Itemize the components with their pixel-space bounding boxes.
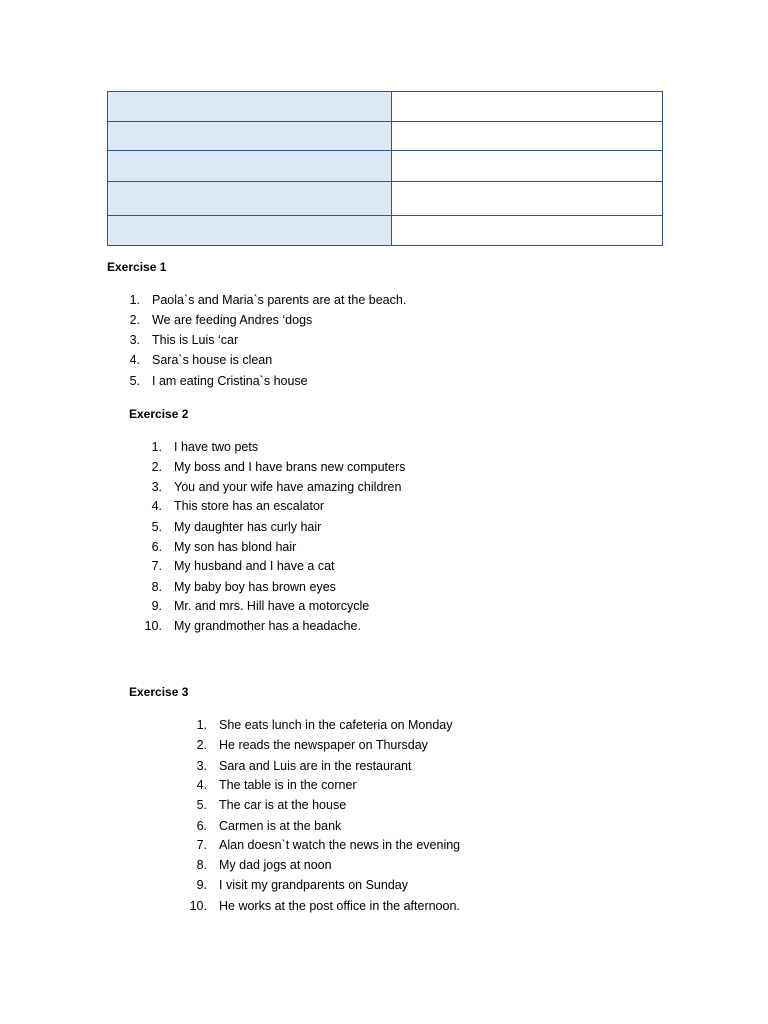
table-row — [108, 92, 663, 122]
list-item-text: He reads the newspaper on Thursday — [219, 738, 428, 752]
table-row — [108, 122, 663, 151]
list-item-text: My daughter has curly hair — [174, 520, 322, 534]
list-item-text: You and your wife have amazing children — [174, 480, 402, 494]
list-item-text: He works at the post office in the afternoon. — [219, 899, 460, 913]
table-cell-right — [392, 92, 663, 122]
list-item-text: My son has blond hair — [174, 540, 297, 554]
list-item-number: 9. — [151, 599, 162, 613]
list-item-number: 2. — [151, 460, 162, 474]
list-item-text: Carmen is at the bank — [219, 819, 342, 833]
list-item-number: 3. — [129, 333, 140, 347]
table-row — [108, 216, 663, 246]
table-cell-right — [392, 122, 663, 151]
list-item-number: 3. — [196, 759, 207, 773]
list-item-number: 4. — [151, 499, 162, 513]
list-item-text: The car is at the house — [219, 798, 347, 812]
list-item-text: I have two pets — [174, 440, 259, 454]
list-item-number: 4. — [196, 778, 207, 792]
list-item-text: My boss and I have brans new computers — [174, 460, 406, 474]
list-item-text: Sara`s house is clean — [152, 353, 273, 367]
list-item-number: 1. — [129, 293, 140, 307]
table-cell-left — [108, 151, 392, 182]
list-item-text: This store has an escalator — [174, 499, 325, 513]
list-item-text: I visit my grandparents on Sunday — [219, 878, 408, 892]
list-item-number: 5. — [129, 374, 140, 388]
table-cell-left — [108, 182, 392, 216]
list-item-text: Paola`s and Maria`s parents are at the beach. — [152, 293, 407, 307]
table-cell-right — [392, 216, 663, 246]
list-item-number: 2. — [196, 738, 207, 752]
list-item-text: I am eating Cristina`s house — [152, 374, 308, 388]
table-row — [108, 151, 663, 182]
list-item-number: 2. — [129, 313, 140, 327]
exercise-1-heading: Exercise 1 — [107, 260, 167, 274]
list-item-text: My grandmother has a headache. — [174, 619, 361, 633]
list-item-number: 10. — [189, 899, 207, 913]
list-item-text: We are feeding Andres ‘dogs — [152, 313, 313, 327]
list-item-number: 1. — [151, 440, 162, 454]
table-cell-left — [108, 92, 392, 122]
list-item-number: 6. — [151, 540, 162, 554]
list-item-number: 9. — [196, 878, 207, 892]
list-item-text: The table is in the corner — [219, 778, 357, 792]
table-row — [108, 182, 663, 216]
list-item-number: 8. — [196, 858, 207, 872]
list-item-number: 7. — [151, 559, 162, 573]
list-item-number: 10. — [144, 619, 162, 633]
list-item-text: She eats lunch in the cafeteria on Monday — [219, 718, 453, 732]
table-cell-right — [392, 182, 663, 216]
list-item-text: Sara and Luis are in the restaurant — [219, 759, 412, 773]
list-item-number: 6. — [196, 819, 207, 833]
list-item-text: Alan doesn`t watch the news in the evening — [219, 838, 461, 852]
exercise-3-heading: Exercise 3 — [129, 685, 189, 699]
list-item-number: 5. — [151, 520, 162, 534]
table-cell-left — [108, 216, 392, 246]
list-item-number: 8. — [151, 580, 162, 594]
table-cell-left — [108, 122, 392, 151]
exercise-2-heading: Exercise 2 — [129, 407, 189, 421]
list-item-number: 4. — [129, 353, 140, 367]
list-item-number: 1. — [196, 718, 207, 732]
list-item-number: 7. — [196, 838, 207, 852]
list-item-number: 3. — [151, 480, 162, 494]
blank-table — [107, 91, 663, 246]
table-cell-right — [392, 151, 663, 182]
list-item-text: My baby boy has brown eyes — [174, 580, 336, 594]
list-item-text: This is Luis ‘car — [152, 333, 239, 347]
list-item-text: My dad jogs at noon — [219, 858, 332, 872]
list-item-text: My husband and I have a cat — [174, 559, 335, 573]
list-item-text: Mr. and mrs. Hill have a motorcycle — [174, 599, 370, 613]
list-item-number: 5. — [196, 798, 207, 812]
